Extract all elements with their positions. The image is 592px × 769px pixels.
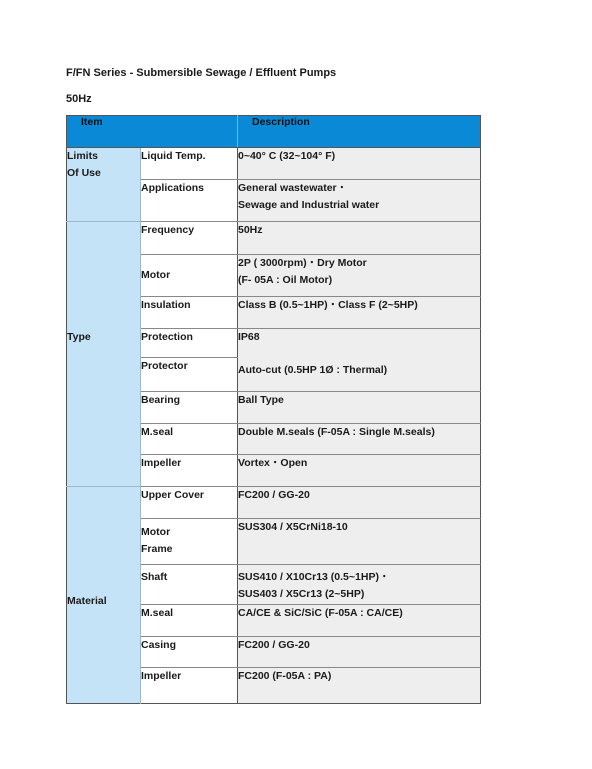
item-line: Shaft bbox=[141, 571, 168, 583]
item-cell: M.seal bbox=[141, 424, 238, 455]
item-line: Impeller bbox=[141, 670, 182, 682]
description-line: SUS410 / X10Cr13 (0.5~1HP)・ bbox=[238, 571, 390, 583]
description-cell bbox=[238, 329, 481, 358]
item-cell: Liquid Temp. bbox=[141, 148, 238, 180]
description-line: Sewage and Industrial water bbox=[238, 199, 380, 211]
document-title: F/FN Series - Submersible Sewage / Effluent Pumps bbox=[66, 67, 337, 79]
description-line: 0~40° C (32~104° F) bbox=[238, 150, 336, 162]
item-line: Casing bbox=[141, 639, 177, 651]
item-cell: Motor bbox=[141, 255, 238, 297]
description-cell bbox=[238, 455, 481, 487]
description-cell bbox=[238, 358, 481, 392]
table-header-row bbox=[67, 116, 481, 148]
description-cell bbox=[238, 565, 481, 605]
description-line: Class B (0.5~1HP)・Class F (2~5HP) bbox=[238, 299, 418, 311]
group-label-type: Type bbox=[67, 222, 141, 487]
item-cell: Insulation bbox=[141, 297, 238, 329]
item-cell bbox=[141, 668, 238, 704]
group-label-line: Of Use bbox=[67, 167, 101, 179]
description-line: Ball Type bbox=[238, 394, 284, 406]
description-cell bbox=[238, 222, 481, 255]
description-cell bbox=[238, 637, 481, 668]
description-line: IP68 bbox=[238, 331, 260, 343]
description-line: General wastewater・ bbox=[238, 182, 348, 194]
frequency-heading: 50Hz bbox=[66, 93, 92, 105]
spec-table bbox=[66, 115, 481, 704]
description-line: SUS403 / X5Cr13 (2~5HP) bbox=[238, 588, 365, 600]
description-line: 50Hz bbox=[238, 224, 263, 236]
description-cell bbox=[238, 605, 481, 637]
description-cell bbox=[238, 424, 481, 455]
description-cell bbox=[238, 180, 481, 222]
item-cell bbox=[141, 637, 238, 668]
item-cell bbox=[141, 565, 238, 605]
item-cell: Protection bbox=[141, 329, 238, 358]
description-line: CA/CE & SiC/SiC (F-05A : CA/CE) bbox=[238, 607, 403, 619]
description-line: FC200 (F-05A : PA) bbox=[238, 670, 332, 682]
column-header-item: Item bbox=[67, 116, 238, 148]
item-cell bbox=[141, 605, 238, 637]
description-line: Vortex・Open bbox=[238, 457, 308, 469]
group-label-limits-of-use bbox=[67, 148, 141, 222]
description-line: (F- 05A : Oil Motor) bbox=[238, 274, 333, 286]
item-cell: Bearing bbox=[141, 392, 238, 424]
item-cell: Applications bbox=[141, 180, 238, 222]
group-label-material: Material bbox=[67, 487, 141, 704]
description-line: Auto-cut (0.5HP 1Ø : Thermal) bbox=[238, 363, 388, 376]
group-label-line: Limits bbox=[67, 150, 98, 162]
table-row bbox=[67, 487, 481, 519]
description-line: Double M.seals (F-05A : Single M.seals) bbox=[238, 426, 435, 438]
description-cell bbox=[238, 392, 481, 424]
description-cell bbox=[238, 487, 481, 519]
item-line: Motor bbox=[141, 526, 171, 538]
table-row bbox=[67, 148, 481, 180]
description-cell bbox=[238, 148, 481, 180]
table-row bbox=[67, 222, 481, 255]
item-cell: Protector bbox=[141, 358, 238, 392]
item-cell bbox=[141, 487, 238, 519]
description-line: FC200 / GG-20 bbox=[238, 489, 310, 501]
item-line: M.seal bbox=[141, 607, 174, 619]
description-cell bbox=[238, 297, 481, 329]
description-line: SUS304 / X5CrNi18-10 bbox=[238, 521, 348, 533]
item-cell: Frequency bbox=[141, 222, 238, 255]
description-line: FC200 / GG-20 bbox=[238, 639, 310, 651]
item-line: Frame bbox=[141, 543, 173, 555]
description-cell bbox=[238, 668, 481, 704]
item-line: Upper Cover bbox=[141, 489, 205, 501]
item-cell: Impeller bbox=[141, 455, 238, 487]
item-cell bbox=[141, 519, 238, 565]
column-header-description: Description bbox=[238, 116, 481, 148]
description-cell bbox=[238, 255, 481, 297]
description-cell bbox=[238, 519, 481, 565]
description-line: 2P ( 3000rpm)・Dry Motor bbox=[238, 257, 367, 269]
